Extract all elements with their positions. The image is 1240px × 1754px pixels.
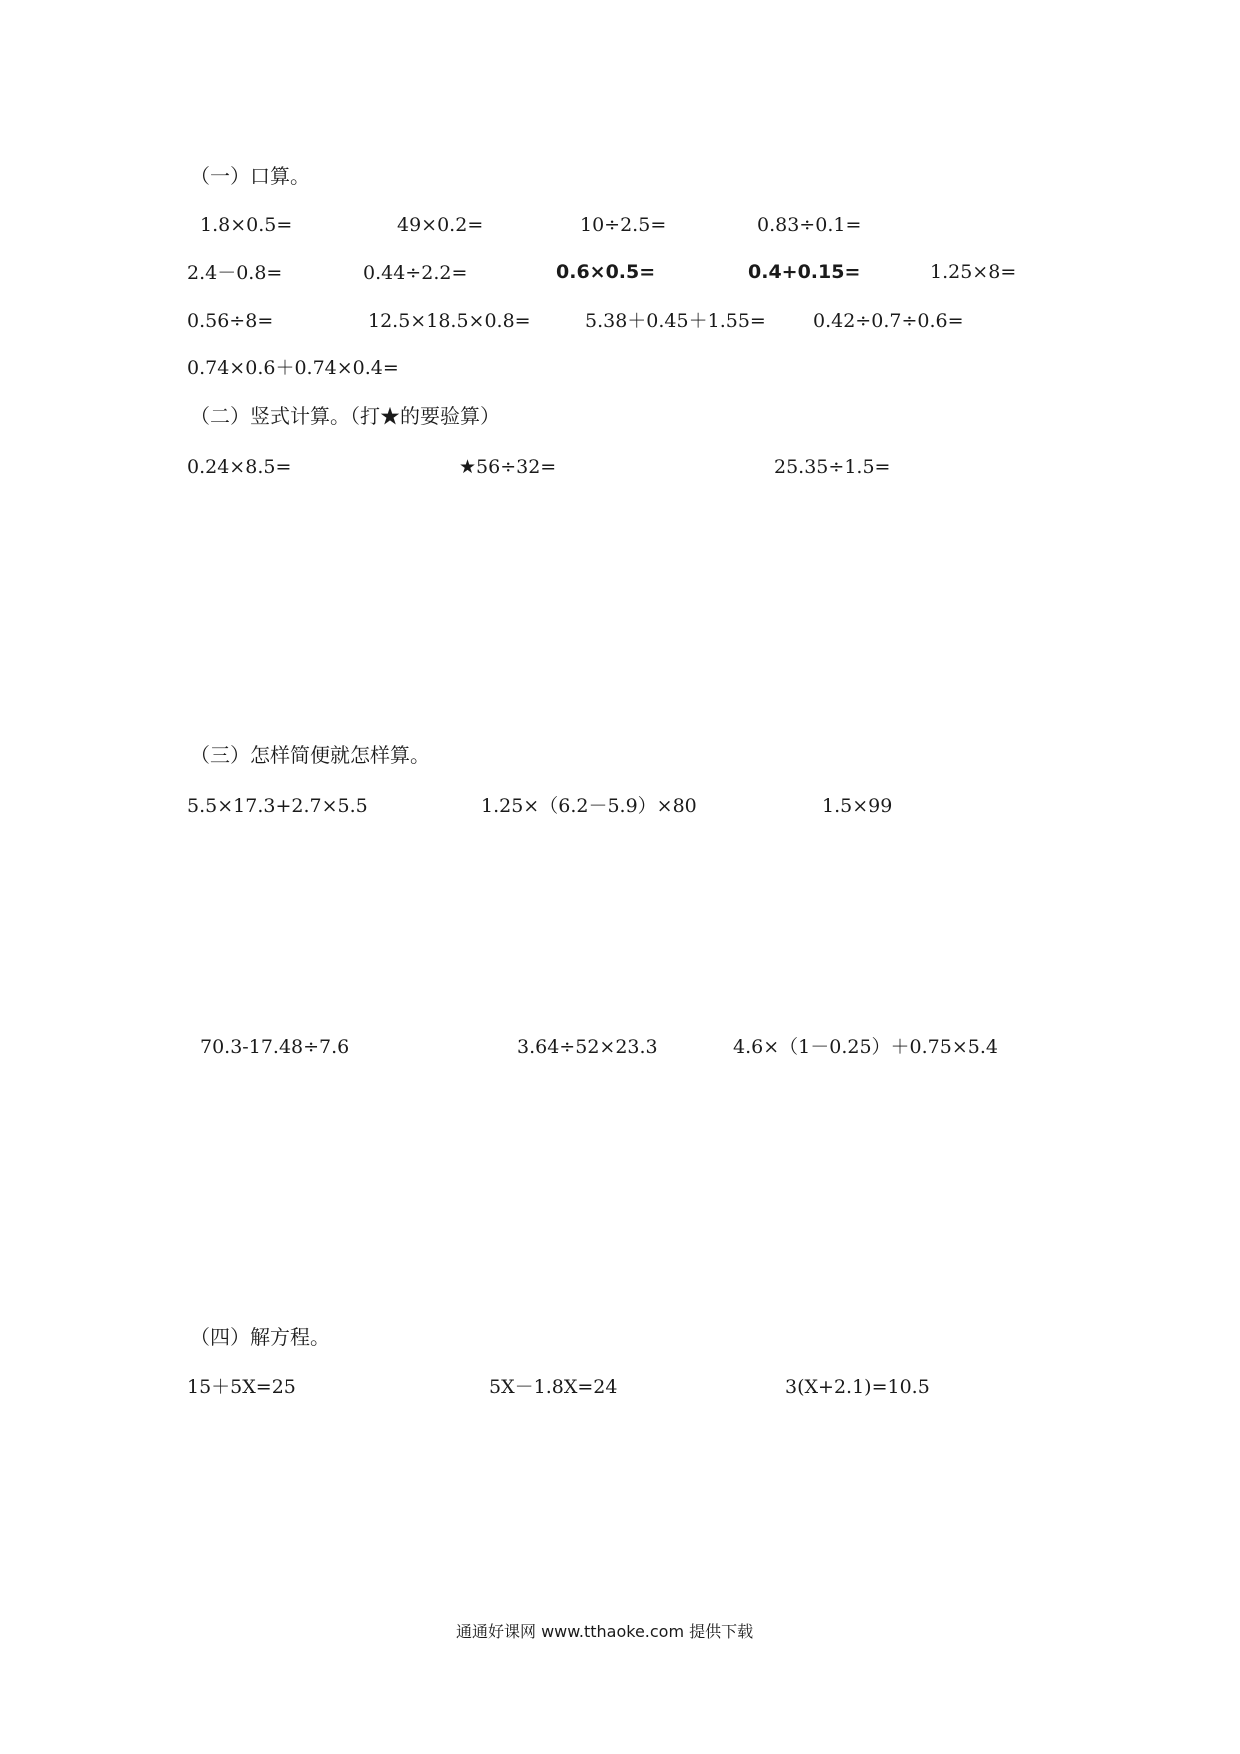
problem: 3(X+2.1)=10.5 — [785, 1376, 930, 1398]
problem: 49×0.2= — [397, 214, 484, 236]
problem: 4.6×（1－0.25）＋0.75×5.4 — [733, 1036, 998, 1058]
section-2-heading: （二）竖式计算。（打★的要验算） — [190, 404, 500, 428]
problem: ★56÷32= — [459, 456, 557, 478]
problem: 5X－1.8X=24 — [489, 1376, 618, 1398]
problem: 10÷2.5= — [580, 214, 667, 236]
footer-text: 通通好课网 www.tthaoke.com 提供下载 — [456, 1622, 754, 1641]
problem: 0.83÷0.1= — [757, 214, 862, 236]
problem: 5.5×17.3+2.7×5.5 — [187, 795, 368, 817]
problem: 2.4－0.8= — [187, 262, 283, 284]
section-3-heading: （三）怎样简便就怎样算。 — [190, 743, 430, 767]
problem: 70.3-17.48÷7.6 — [200, 1036, 350, 1058]
problem: 3.64÷52×23.3 — [517, 1036, 658, 1058]
problem: 1.8×0.5= — [200, 214, 293, 236]
problem: 0.74×0.6＋0.74×0.4= — [187, 357, 399, 379]
problem: 1.25×（6.2－5.9）×80 — [481, 795, 697, 817]
section-1-heading: （一）口算。 — [190, 164, 310, 188]
problem: 15＋5X=25 — [187, 1376, 296, 1398]
problem: 1.25×8= — [930, 261, 1017, 283]
problem: 1.5×99 — [822, 795, 893, 817]
problem: 25.35÷1.5= — [774, 456, 891, 478]
problem: 5.38＋0.45＋1.55= — [585, 310, 766, 332]
problem: 0.42÷0.7÷0.6= — [813, 310, 964, 332]
problem: 0.44÷2.2= — [363, 262, 468, 284]
problem: 0.6×0.5= — [556, 261, 656, 283]
problem: 0.24×8.5= — [187, 456, 292, 478]
problem: 0.4+0.15= — [748, 261, 861, 283]
section-4-heading: （四）解方程。 — [190, 1325, 330, 1349]
problem: 0.56÷8= — [187, 310, 274, 332]
problem: 12.5×18.5×0.8= — [368, 310, 531, 332]
